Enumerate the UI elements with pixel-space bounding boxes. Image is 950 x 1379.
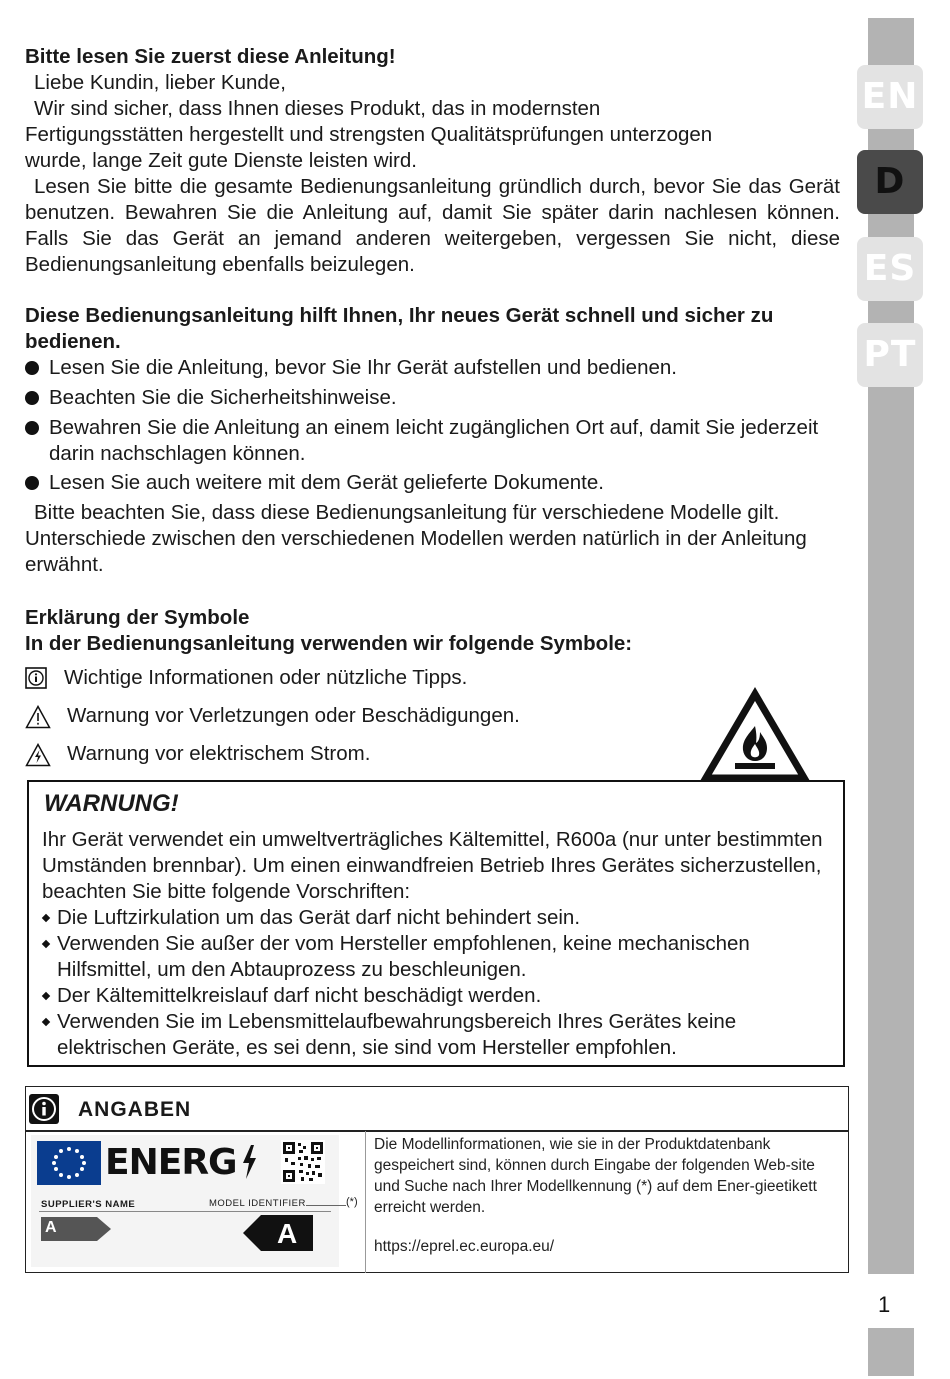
page-number: 1 <box>878 1292 891 1317</box>
warning-triangle-icon <box>25 705 51 729</box>
models-note: Bitte beachten Sie, dass diese Bedienungsanleitung für verschiedene Modelle gilt. Unterschiede zwischen den verschiedenen Modellen werden natürlich in der Anleitung erwähnt. <box>25 501 807 576</box>
info-column-divider <box>365 1131 366 1273</box>
model-asterisk: (*) <box>346 1196 358 1208</box>
info-title: ANGABEN <box>78 1098 192 1121</box>
symbol-row-info: Wichtige Informationen oder nützliche Tipps. <box>25 665 625 691</box>
bullet-icon <box>25 476 39 490</box>
tab-en[interactable]: EN <box>857 65 923 129</box>
supplier-name-label: SUPPLIER'S NAME <box>41 1199 136 1210</box>
qr-code-icon <box>281 1140 325 1184</box>
model-identifier-label: MODEL IDENTIFIER <box>209 1198 306 1209</box>
symbol-row-warning: Warnung vor Verletzungen oder Beschädigungen. <box>25 703 625 729</box>
energy-class-right: A <box>277 1218 298 1249</box>
sidebar-footer-bar <box>868 1328 914 1376</box>
symbols-subheading: In der Bedienungsanleitung verwenden wir folgende Symbole: <box>25 632 633 655</box>
intro-line-1: Wir sind sicher, dass Ihnen dieses Produkt, das in modernsten <box>34 97 601 120</box>
eu-flag-icon <box>37 1141 101 1185</box>
label-divider <box>39 1211 331 1212</box>
flammable-warning-icon <box>697 684 813 784</box>
intro-line-2: Fertigungsstätten hergestellt und strengsten Qualitätsprüfungen unterzogen <box>25 123 713 146</box>
warning-title: WARNUNG! <box>44 790 179 817</box>
intro-heading: Bitte lesen Sie zuerst diese Anleitung! <box>25 45 396 68</box>
asterisk-leader-line <box>306 1205 346 1206</box>
tab-de[interactable]: D <box>857 150 923 214</box>
energy-label <box>31 1135 339 1267</box>
bullet-icon <box>25 421 39 435</box>
eprel-link[interactable]: https://eprel.ec.europa.eu/ <box>374 1238 555 1255</box>
warning-intro: Ihr Gerät verwendet ein umweltverträgliches Kältemittel, R600a (nur unter bestimmten Umständen brennbar). Um einen einwandfreien Betrieb Ihres Gerätes sicherzustellen, beachten Sie bitte folgende Vorschriften: <box>42 828 823 903</box>
bullet-icon <box>25 361 39 375</box>
symbol-row-electric: Warnung vor elektrischem Strom. <box>25 741 625 767</box>
tab-es[interactable]: ES <box>857 237 923 301</box>
info-divider <box>25 1130 849 1132</box>
electric-warning-icon <box>25 743 51 767</box>
bullet-icon <box>25 391 39 405</box>
lightning-icon <box>241 1145 257 1179</box>
help-heading: Diese Bedienungsanleitung hilft Ihnen, Ihr neues Gerät schnell und sicher zu bedienen. <box>25 304 774 353</box>
intro-greeting: Liebe Kundin, lieber Kunde, <box>34 71 286 94</box>
symbols-heading: Erklärung der Symbole <box>25 606 250 629</box>
energy-logo-text: ENERG <box>105 1142 237 1183</box>
info-icon <box>28 1093 60 1125</box>
intro-paragraph: Lesen Sie bitte die gesamte Bedienungsanleitung gründlich durch, bevor Sie das Gerät benutzen. Bewahren Sie die Anleitung auf, damit Sie später darin nachlesen können. Falls Sie das Gerät an jemand anderen weitergeben, vergessen Sie nicht, diese Bedienungsanleitung ebenfalls beizulegen. <box>25 175 840 276</box>
info-icon <box>25 667 47 689</box>
tab-pt[interactable]: PT <box>857 323 923 387</box>
info-description: Die Modellinformationen, wie sie in der Produktdatenbank gespeichert sind, können durch Eingabe der folgenden Web-site und Suche nach Ihrer Modellkennung (*) auf dem Ener-gieetikett erreicht werden. <box>374 1136 817 1216</box>
energy-class-left: A <box>45 1219 57 1236</box>
intro-line-3: wurde, lange Zeit gute Dienste leisten wird. <box>25 149 417 172</box>
